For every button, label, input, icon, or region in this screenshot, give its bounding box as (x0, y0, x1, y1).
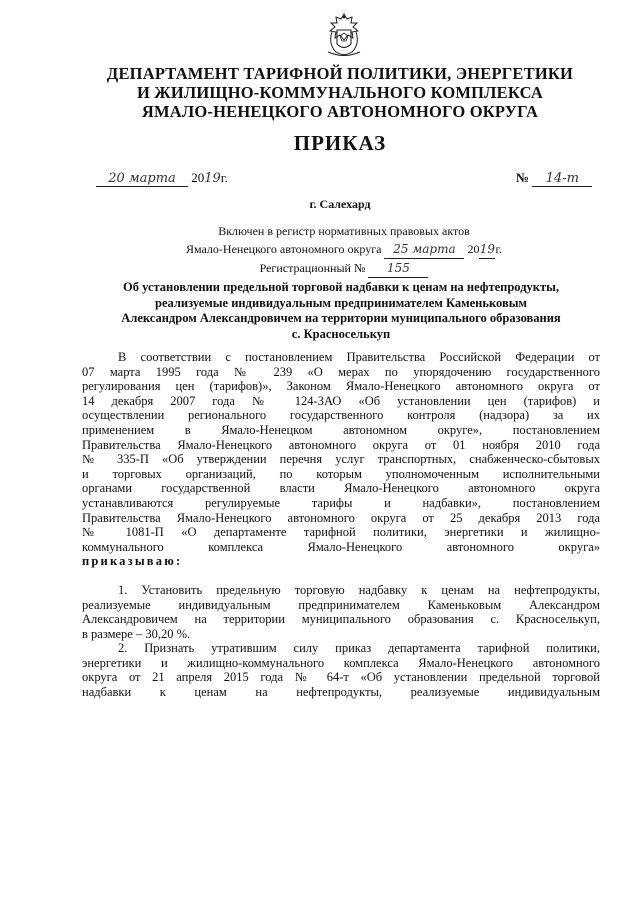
handwritten-year: 19 (204, 171, 221, 186)
preamble-line: и торговых организаций, по которым уполномоченным исполнительными (82, 466, 600, 481)
department-name-line: ДЕПАРТАМЕНТ ТАРИФНОЙ ПОЛИТИКИ, ЭНЕРГЕТИКИ (106, 64, 574, 83)
department-name-line: ЯМАЛО-НЕНЕЦКОГО АВТОНОМНОГО ОКРУГА (141, 102, 539, 121)
registry-year-suffix: г. (495, 242, 503, 256)
subject-line: Александром Александровичем на территории муниципального образования (121, 311, 561, 325)
clause-1-line: реализуемые индивидуальным предпринимателем Каменьковым Александром (82, 597, 600, 612)
registry-handwritten-date: 25 марта (384, 240, 464, 259)
order-word: приказываю: (82, 554, 183, 569)
date-year-prefix: 20 (191, 170, 205, 185)
clause-1-line: Александровичем на территории муниципального образования с. Красноселькуп, (82, 612, 600, 627)
order-subject (76, 280, 606, 342)
registry-handwritten-number: 155 (368, 259, 428, 278)
handwritten-date: 20 марта (96, 171, 188, 187)
clause-2-line: округа от 21 апреля 2015 года № 64-т «Об установлении предельной торговой (82, 670, 600, 685)
preamble-line: № 335-П «Об утверждении перечня услуг транспортных, снабженческо-сбытовых (82, 452, 600, 467)
preamble-line: регулирования цен (тарифов)», Законом Ямало-Ненецкого автономного округа от (82, 379, 600, 394)
subject-line: с. Красноселькуп (291, 326, 391, 341)
clause-1-line: в размере – 30,20 %. (82, 626, 191, 641)
registry-year-prefix: 20 (467, 242, 480, 256)
preamble-line: применением в Ямало-Ненецком автономном округе», постановлением (82, 422, 600, 437)
handwritten-number: 14-т (532, 171, 592, 187)
preamble-line: № 1081-П «О департаменте тарифной политики, энергетики и жилищно- (82, 525, 600, 540)
registry-handwritten-year: 19 (479, 240, 495, 259)
document-type-title: ПРИКАЗ (293, 131, 387, 155)
preamble-line: коммунального комплекса Ямало-Ненецкого автономного округа» (82, 539, 600, 554)
registry-line-1: Включен в регистр нормативных правовых актов (218, 224, 470, 238)
number-label: № (516, 170, 530, 185)
preamble-line: В соответствии с постановлением Правительства Российской Федерации от (118, 350, 600, 364)
coat-of-arms-emblem-icon (322, 12, 366, 58)
department-name (60, 64, 620, 121)
order-date (96, 170, 228, 187)
clause-1-line: 1. Установить предельную торговую надбавку к ценам на нефтепродукты, (118, 582, 600, 597)
clause-2-line: 2. Признать утратившим силу приказ департамента тарифной политики, (118, 641, 600, 656)
preamble-line: 14 декабря 2007 года № 124-ЗАО «Об установлении цен (тарифов) и (82, 393, 600, 408)
subject-line: реализуемые индивидуальным предпринимателем Каменьковым (155, 295, 527, 310)
preamble-line: органами государственной власти Ямало-Ненецкого автономного округа (82, 481, 600, 496)
preamble-line: 07 марта 1995 года № 239 «О мерах по упорядочению государственного (82, 364, 600, 379)
date-year-suffix: г. (220, 170, 228, 185)
subject-line: Об установлении предельной торговой надбавки к ценам на нефтепродукты, (123, 280, 559, 294)
registry-line-2 (124, 240, 564, 259)
preamble-line: Правительства Ямало-Ненецкого автономного округа от 01 ноября 2010 года (82, 437, 600, 452)
registry-region: Ямало-Ненецкого автономного округа (185, 242, 382, 256)
registry-number-label: Регистрационный № (259, 261, 366, 275)
clause-2-line: энергетики и жилищно-коммунального комплекса Ямало-Ненецкого автономного (82, 655, 600, 670)
order-body (82, 350, 600, 700)
city-label: г. Салехард (309, 197, 371, 211)
order-number (516, 170, 592, 187)
clause-2-line: надбавки к ценам на нефтепродукты, реализуемые индивидуальным (82, 685, 600, 700)
registry-stamp (124, 222, 564, 278)
preamble-line: осуществлении регионального государственного контроля (надзора) за их (82, 408, 600, 423)
registry-line-3 (124, 259, 564, 278)
preamble-line: устанавливаются регулируемые тарифы и надбавки», постановлением (82, 495, 600, 510)
department-name-line: И ЖИЛИЩНО-КОММУНАЛЬНОГО КОМПЛЕКСА (136, 83, 544, 102)
preamble-line: Правительства Ямало-Ненецкого автономного округа от 25 декабря 2013 года (82, 510, 600, 525)
